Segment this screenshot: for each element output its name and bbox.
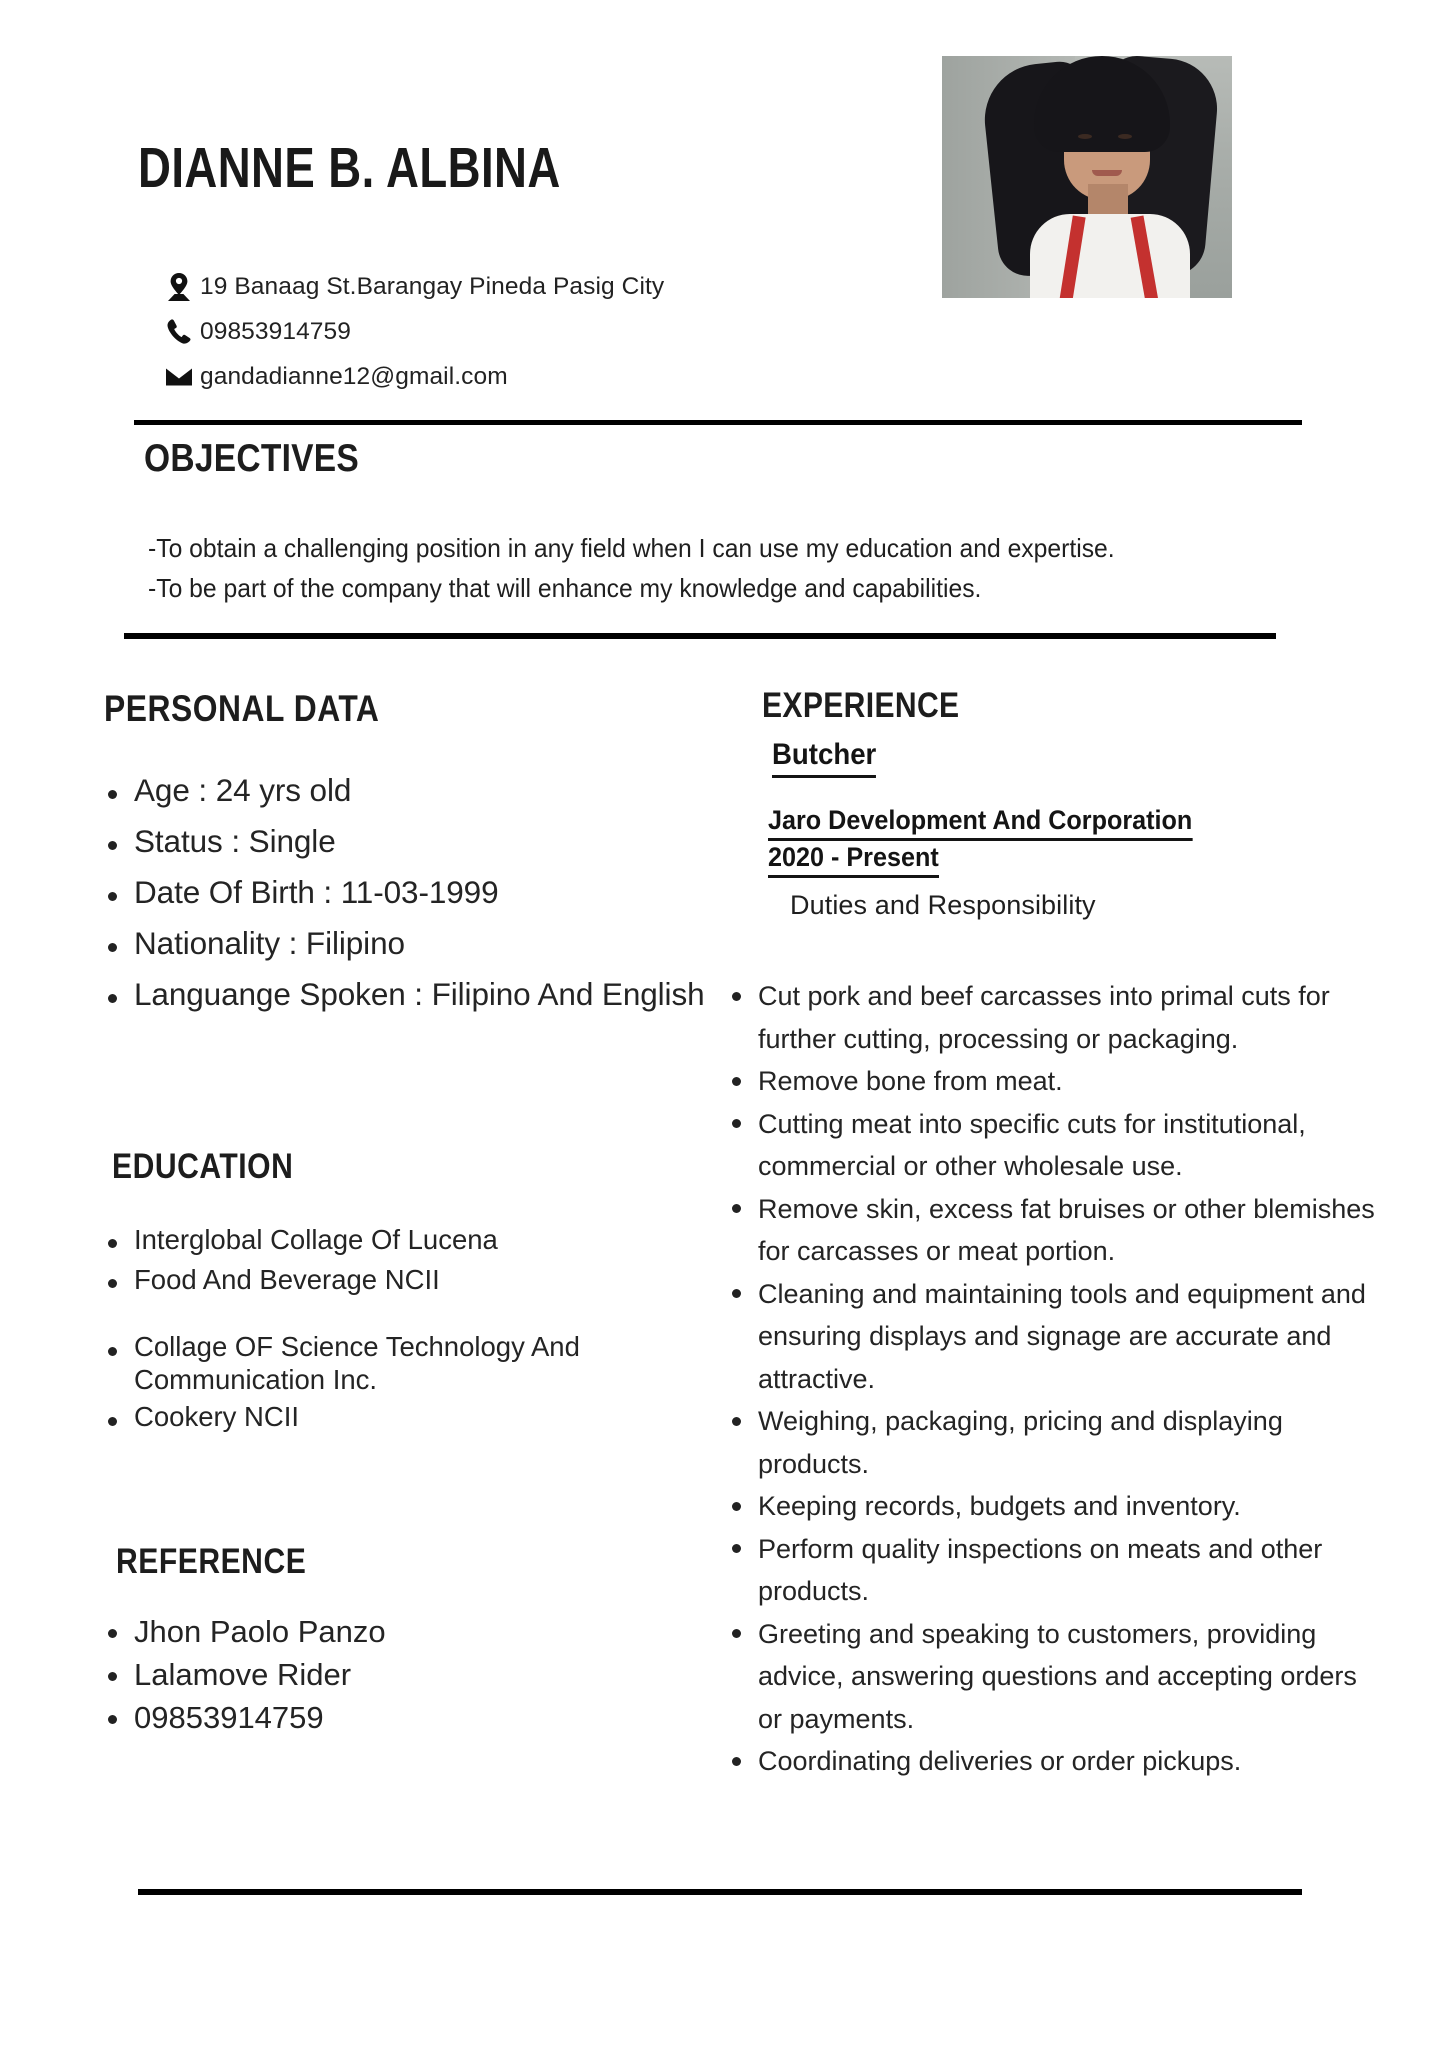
objective-line: -To be part of the company that will enhance my knowledge and capabilities. (148, 573, 982, 603)
list-item: Status : Single (94, 821, 714, 861)
section-heading-reference: REFERENCE (116, 1542, 307, 1581)
list-item: Collage OF Science Technology And Communication Inc. (94, 1330, 694, 1396)
list-item: Food And Beverage NCII (94, 1262, 694, 1298)
section-heading-experience: EXPERIENCE (762, 686, 960, 725)
phone-icon (158, 318, 200, 345)
profile-photo (942, 56, 1232, 298)
phone-text: 09853914759 (200, 317, 351, 345)
list-item: Cutting meat into specific cuts for institutional, commercial or other wholesale use. (718, 1103, 1378, 1188)
resume-header (0, 0, 1446, 420)
list-item: Cut pork and beef carcasses into primal cuts for further cutting, processing or packaging. (718, 975, 1378, 1060)
list-item: Cleaning and maintaining tools and equipment and ensuring displays and signage are accurate and attractive. (718, 1273, 1378, 1401)
experience-company (768, 804, 1300, 878)
section-heading-education: EDUCATION (112, 1147, 294, 1186)
list-item: Interglobal Collage Of Lucena (94, 1222, 694, 1258)
objective-line: -To obtain a challenging position in any field when I can use my education and expertise. (148, 533, 1115, 563)
list-item: Perform quality inspections on meats and other products. (718, 1528, 1378, 1613)
divider-top (134, 420, 1302, 425)
education-list-primary (94, 1222, 694, 1302)
divider-bottom (138, 1889, 1302, 1895)
contact-list (158, 264, 798, 399)
envelope-icon (158, 367, 200, 387)
experience-job-title: Butcher (772, 738, 876, 778)
list-item: Greeting and speaking to customers, providing advice, answering questions and accepting orders or payments. (718, 1613, 1378, 1741)
education-list-secondary (94, 1330, 694, 1437)
section-heading-personal-data: PERSONAL DATA (104, 688, 380, 729)
list-item: Jhon Paolo Panzo (94, 1610, 694, 1653)
reference-list (94, 1610, 694, 1739)
contact-row-phone (158, 309, 798, 354)
list-item: 09853914759 (94, 1696, 694, 1739)
experience-company-name: Jaro Development And Corporation (768, 804, 1192, 841)
list-item: Cookery NCII (94, 1400, 694, 1433)
list-item: Coordinating deliveries or order pickups. (718, 1740, 1378, 1783)
list-item: Age : 24 yrs old (94, 770, 714, 810)
objectives-body (148, 528, 1288, 608)
contact-row-email (158, 354, 798, 399)
list-item: Remove skin, excess fat bruises or other blemishes for carcasses or meat portion. (718, 1188, 1378, 1273)
list-item: Weighing, packaging, pricing and displaying products. (718, 1400, 1378, 1485)
list-item: Remove bone from meat. (718, 1060, 1378, 1103)
duties-list (718, 975, 1378, 1783)
list-item: Languange Spoken : Filipino And English (94, 974, 714, 1014)
personal-data-list (94, 770, 714, 1025)
section-heading-objectives: OBJECTIVES (144, 437, 360, 480)
list-item: Date Of Birth : 11-03-1999 (94, 872, 714, 912)
contact-row-address (158, 264, 798, 309)
address-text: 19 Banaag St.Barangay Pineda Pasig City (200, 272, 665, 300)
divider-middle (124, 633, 1276, 639)
page-title: DIANNE B. ALBINA (138, 136, 561, 200)
list-item: Nationality : Filipino (94, 923, 714, 963)
email-text: gandadianne12@gmail.com (200, 362, 508, 390)
list-item: Lalamove Rider (94, 1653, 694, 1696)
experience-dates: 2020 - Present (768, 841, 939, 878)
location-pin-icon (158, 272, 200, 302)
duties-label: Duties and Responsibility (790, 890, 1096, 920)
list-item: Keeping records, budgets and inventory. (718, 1485, 1378, 1528)
